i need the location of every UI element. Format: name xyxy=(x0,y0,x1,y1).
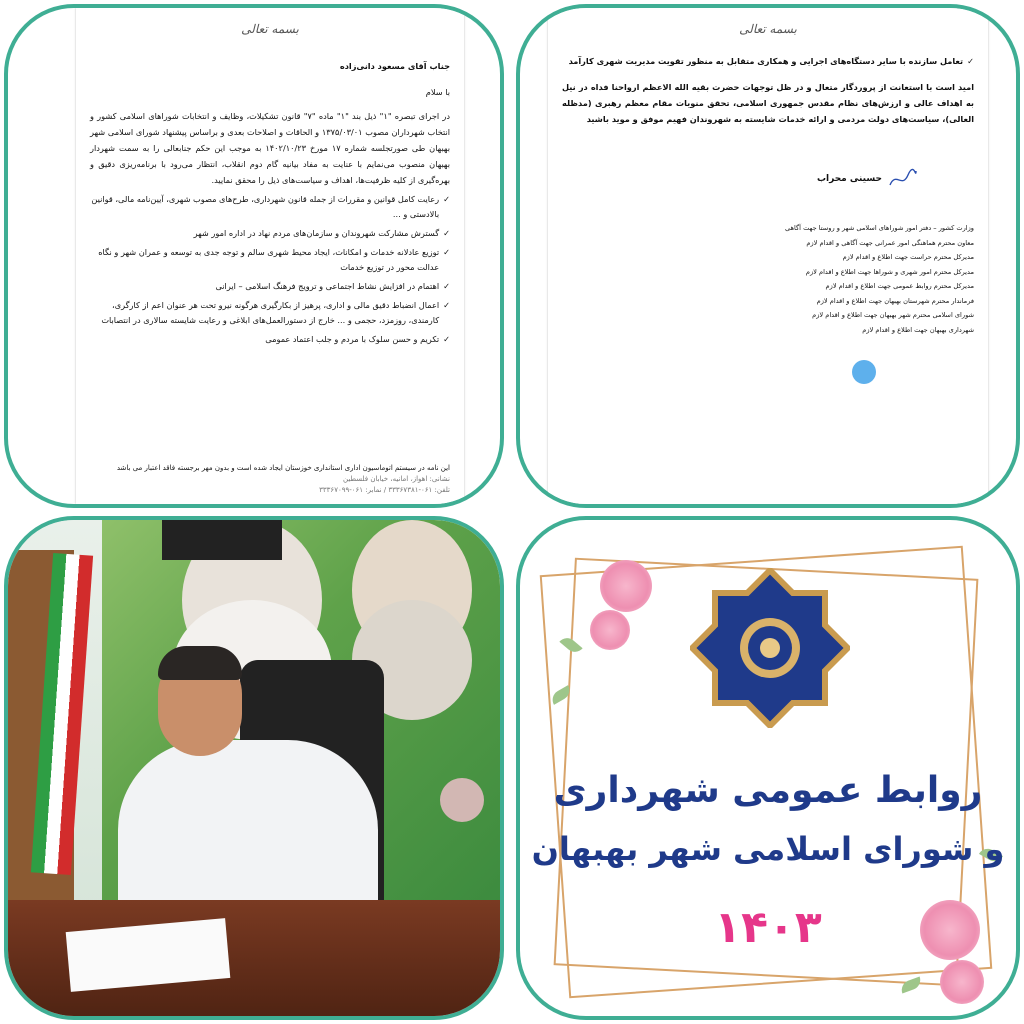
goals-list xyxy=(76,192,464,347)
basmala: بسمه تعالی xyxy=(739,22,797,36)
list-item: شورای اسلامی محترم شهر بهبهان جهت اطلاع و اقدام لازم xyxy=(812,311,974,319)
blue-stamp-icon xyxy=(852,360,876,384)
list-item: ✓ توزیع عادلانه خدمات و امکانات، ایجاد محیط شهری سالم و توجه جدی به توسعه و عمران شهر و نگاه عدالت محور در توزیع خدمات xyxy=(98,247,450,272)
signer-name: حسینی محراب xyxy=(816,174,882,184)
addressee: جناب آقای مسعود دانی‌زاده xyxy=(339,61,450,71)
footer-phone: تلفن: ۰۶۱-۳۳۳۶۷۳۸۱ / نمابر: ۰۶۱-۳۳۳۶۷۰۹۹ xyxy=(319,486,450,494)
letter-page-1 xyxy=(76,8,464,504)
list-item: ✓ اهتمام در افزایش نشاط اجتماعی و ترویج فرهنگ اسلامی – ایرانی xyxy=(215,281,450,291)
list-item: وزارت کشور – دفتر امور شوراهای اسلامی شهر و روستا جهت آگاهی xyxy=(785,224,974,232)
year-label: ۱۴۰۳ xyxy=(714,902,822,953)
letter-footer xyxy=(90,463,450,496)
official-photo-panel xyxy=(4,516,504,1020)
list-item: مدیرکل محترم روابط عمومی جهت اطلاع و اقدام لازم xyxy=(825,282,974,290)
list-item: مدیرکل محترم امور شهری و شوراها جهت اطلاع و اقدام لازم xyxy=(805,267,974,276)
flower-icon xyxy=(590,610,630,650)
person-hair xyxy=(158,646,242,680)
footer-address: نشانی: اهواز، امانیه، خیابان فلسطین xyxy=(343,475,450,483)
list-item: معاون محترم هماهنگی امور عمرانی جهت آگاهی و اقدام لازم xyxy=(806,238,974,247)
pr-title-line-2: و شورای اسلامی شهر بهبهان xyxy=(531,830,1005,868)
list-item: ✓ گسترش مشارکت شهروندان و سازمان‌های مردم نهاد در اداره امور شهر xyxy=(193,228,450,238)
list-item: ✓ اعمال انضباط دقیق مالی و اداری، پرهیز از بکارگیری هرگونه نیرو تحت هر عنوان اعم از کارگری، کارمندی، روزمزد، حجمی و ... خارج از دستورالعمل‌های ابلاغی و رعایت شایسته سالاری در انتصابات xyxy=(101,300,450,325)
intro-paragraph: در اجرای تبصره "۱" ذیل بند "۱" ماده "۷" قانون تشکیلات، وظایف و انتخابات شوراهای اسلامی کشور و انتخاب شهرداران مصوب ۱۳۷۵/۰۳/۰۱ و الحاقات و اصلاحات بعدی و براساس پیشنهاد شورای اسلامی شهر بهبهان طی صورتجلسه شماره ۱۷ مورخ ۱۴۰۲/۱۰/۲۳ به موجب این حکم جنابعالی را به سمت شهردار بهبهان منصوب می‌نمایم با عنایت به مفاد بیانیه گام دوم انقلاب، انتظار می‌رود با برنامه‌ریزی دقیق و بهره‌گیری از کلیه ظرفیت‌ها، اهداف و سیاست‌های ذیل را محقق نمایید. xyxy=(90,111,451,185)
distribution-list xyxy=(548,221,988,337)
list-item: ✓ تعامل سازنده با سایر دستگاه‌های اجرایی و همکاری متقابل به منظور تقویت مدیریت شهری کارآمد xyxy=(568,56,974,66)
basmala: بسمه تعالی xyxy=(241,22,299,36)
signature-icon xyxy=(888,167,918,191)
flower-icon xyxy=(940,960,984,1004)
greeting: با سلام xyxy=(425,87,450,97)
list-item: ✓ تکریم و حسن سلوک با مردم و جلب اعتماد عمومی xyxy=(265,334,450,344)
letter-page-2 xyxy=(548,8,988,504)
signature-block xyxy=(548,167,918,191)
logo-panel xyxy=(516,516,1020,1020)
list-item: شهرداری بهبهان جهت اطلاع و اقدام لازم xyxy=(862,325,974,334)
flower-icon xyxy=(600,560,652,612)
letter-page-1-panel xyxy=(4,4,504,508)
list-item: مدیرکل محترم حراست جهت اطلاع و اقدام لازم xyxy=(842,253,974,261)
pr-title-line-1: روابط عمومی شهرداری xyxy=(553,770,983,811)
list-item: فرماندار محترم شهرستان بهبهان جهت اطلاع و اقدام لازم xyxy=(816,296,974,305)
list-item: ✓ رعایت کامل قوانین و مقررات از جمله قانون شهرداری، طرح‌های مصوب شهری، آیین‌نامه مالی، قوانین بالادستی و ... xyxy=(91,194,450,219)
closing-paragraph: امید است با استعانت از پروردگار متعال و در ظل توجهات حضرت بقیه الله الاعظم ارواحنا فداه در نیل به اهداف عالی و ارزش‌های نظام مقدس جمهوری اسلامی، تحقق منویات مقام معظم رهبری (مدظله العالی)، سیاست‌های دولت مردمی و ارائه خدمات شایسته به شهروندان فهیم موفق و موید باشید xyxy=(562,82,974,124)
municipality-logo-icon xyxy=(690,568,850,728)
letter-page-2-panel xyxy=(516,4,1020,508)
footer-note: این نامه در سیستم اتوماسیون اداری استانداری خوزستان ایجاد شده است و بدون مهر برجسته فاقد اعتبار می باشد xyxy=(116,464,450,472)
